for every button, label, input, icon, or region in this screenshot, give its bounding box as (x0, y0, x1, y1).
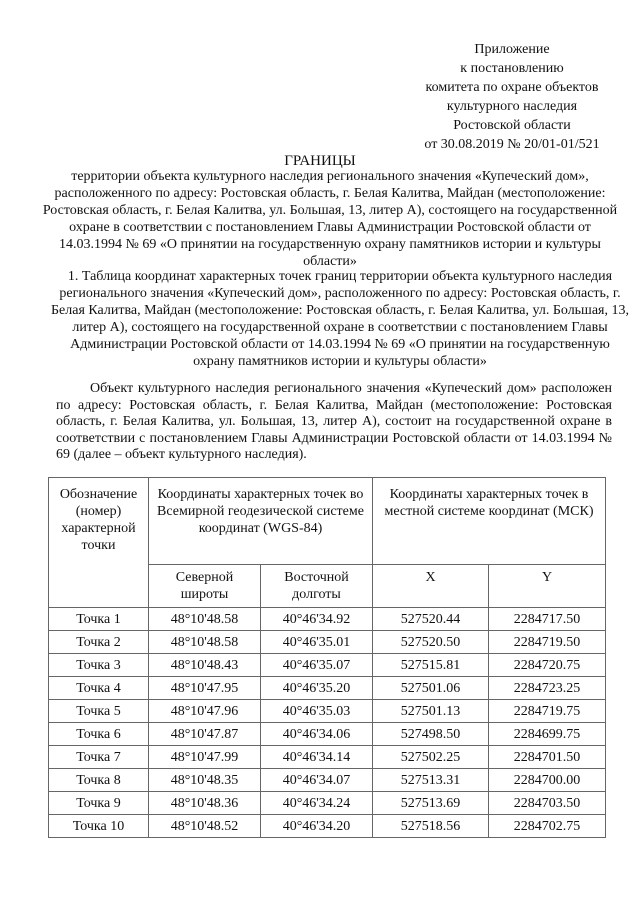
x-cell: 527502.25 (373, 746, 489, 769)
appendix-block (390, 40, 634, 154)
north-cell: 48°10'48.52 (149, 815, 261, 838)
header-y: Y (489, 565, 606, 608)
east-cell: 40°46'35.20 (261, 677, 373, 700)
point-cell: Точка 7 (49, 746, 149, 769)
north-cell: 48°10'48.36 (149, 792, 261, 815)
y-cell: 2284717.50 (489, 608, 606, 631)
appendix-line: Ростовской области (453, 118, 571, 133)
east-cell: 40°46'35.07 (261, 654, 373, 677)
north-cell: 48°10'48.58 (149, 608, 261, 631)
y-cell: 2284719.50 (489, 631, 606, 654)
appendix-line: культурного наследия (446, 99, 578, 114)
point-cell: Точка 10 (49, 815, 149, 838)
header-x: X (373, 565, 489, 608)
east-cell: 40°46'34.24 (261, 792, 373, 815)
point-cell: Точка 4 (49, 677, 149, 700)
east-cell: 40°46'35.03 (261, 700, 373, 723)
y-cell: 2284723.25 (489, 677, 606, 700)
header-wgs: Координаты характерных точек во Всемирной геодезической системе координат (WGS-84) (149, 478, 373, 565)
east-cell: 40°46'34.92 (261, 608, 373, 631)
x-cell: 527501.06 (373, 677, 489, 700)
table-row (49, 723, 606, 746)
north-cell: 48°10'47.99 (149, 746, 261, 769)
table-header-row (49, 478, 606, 565)
appendix-line: от 30.08.2019 № 20/01-01/521 (424, 137, 600, 152)
point-cell: Точка 9 (49, 792, 149, 815)
x-cell: 527518.56 (373, 815, 489, 838)
x-cell: 527498.50 (373, 723, 489, 746)
header-point: Обозначение (номер) характерной точки (49, 478, 149, 608)
east-cell: 40°46'34.14 (261, 746, 373, 769)
point-cell: Точка 6 (49, 723, 149, 746)
header-north: Северной широты (149, 565, 261, 608)
document-title: ГРАНИЦЫ (284, 153, 356, 169)
table-row (49, 631, 606, 654)
appendix-line: к постановлению (460, 61, 564, 76)
table-row (49, 746, 606, 769)
y-cell: 2284720.75 (489, 654, 606, 677)
y-cell: 2284702.75 (489, 815, 606, 838)
header-msk: Координаты характерных точек в местной системе координат (МСК) (373, 478, 606, 565)
north-cell: 48°10'47.87 (149, 723, 261, 746)
x-cell: 527513.69 (373, 792, 489, 815)
description-paragraph: Объект культурного наследия регионального значения «Купеческий дом» расположен по адресу: Ростовская область, г. Белая Калитва, Майдан (местоположение: Ростовская область, г. Белая Калитва, ул. Большая, 13, литер А), состоит на государственной охране в соответствии с постановлением Главы Администрации Ростовской области от 14.03.1994 № 69 (далее – объект культурного наследия). (56, 381, 612, 462)
header-east: Восточной долготы (261, 565, 373, 608)
x-cell: 527520.50 (373, 631, 489, 654)
east-cell: 40°46'34.07 (261, 769, 373, 792)
north-cell: 48°10'48.58 (149, 631, 261, 654)
east-cell: 40°46'35.01 (261, 631, 373, 654)
table-row (49, 654, 606, 677)
section-heading: 1. Таблица координат характерных точек границ территории объекта культурного наследия регионального значения «Купеческий дом», расположенного по адресу: Ростовская область, г. Белая Калитва, Майдан (местоположение: Ростовская область, г. Белая Калитва, ул. Большая, 13, литер А), состоящего на государственной охране в соответствии с постановлением Главы Администрации Ростовской области от 14.03.1994 № 69 «О принятии на государственную охрану памятников истории и культуры области» (51, 269, 629, 369)
x-cell: 527513.31 (373, 769, 489, 792)
point-cell: Точка 3 (49, 654, 149, 677)
x-cell: 527520.44 (373, 608, 489, 631)
table-row (49, 769, 606, 792)
y-cell: 2284719.75 (489, 700, 606, 723)
table-row (49, 792, 606, 815)
table-row (49, 677, 606, 700)
point-cell: Точка 8 (49, 769, 149, 792)
north-cell: 48°10'47.95 (149, 677, 261, 700)
east-cell: 40°46'34.06 (261, 723, 373, 746)
north-cell: 48°10'47.96 (149, 700, 261, 723)
coordinates-table (48, 477, 606, 838)
north-cell: 48°10'48.43 (149, 654, 261, 677)
y-cell: 2284699.75 (489, 723, 606, 746)
east-cell: 40°46'34.20 (261, 815, 373, 838)
x-cell: 527515.81 (373, 654, 489, 677)
point-cell: Точка 5 (49, 700, 149, 723)
y-cell: 2284701.50 (489, 746, 606, 769)
point-cell: Точка 1 (49, 608, 149, 631)
point-cell: Точка 2 (49, 631, 149, 654)
x-cell: 527501.13 (373, 700, 489, 723)
appendix-line: комитета по охране объектов (425, 80, 599, 95)
table-row (49, 608, 606, 631)
north-cell: 48°10'48.35 (149, 769, 261, 792)
table-row (49, 815, 606, 838)
appendix-line: Приложение (474, 42, 550, 57)
table-row (49, 700, 606, 723)
document-subtitle: территории объекта культурного наследия регионального значения «Купеческий дом», расположенного по адресу: Ростовская область, г. Белая Калитва, Майдан (местоположение: Ростовская область, г. Белая Калитва, ул. Большая, 13, литер А), состоящего на государственной охране в соответствии с постановлением Главы Администрации Ростовской области от 14.03.1994 № 69 «О принятии на государственную охрану памятников истории и культуры области» (42, 169, 618, 269)
y-cell: 2284703.50 (489, 792, 606, 815)
y-cell: 2284700.00 (489, 769, 606, 792)
